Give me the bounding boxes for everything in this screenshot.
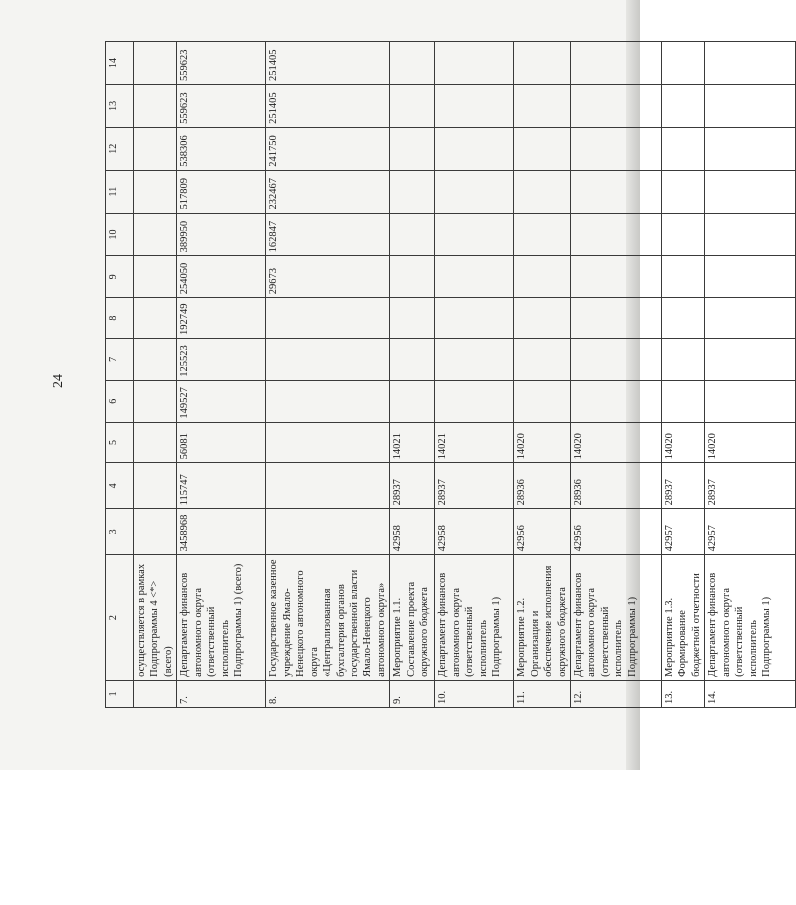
table-cell: 42956 [571, 509, 662, 555]
table-cell [134, 170, 177, 213]
table-cell [435, 84, 514, 127]
row-index: 13. [662, 680, 705, 707]
row-index: 9. [390, 680, 435, 707]
table-cell: 14021 [435, 422, 514, 463]
table-cell: 14021 [390, 422, 435, 463]
table-cell: 29673 [266, 256, 390, 298]
table-cell: 14020 [571, 422, 662, 463]
table-cell [705, 213, 796, 256]
table-row [514, 42, 571, 708]
column-number: 6 [106, 380, 134, 422]
table-row [390, 42, 435, 708]
table-cell [571, 213, 662, 256]
column-number: 9 [106, 256, 134, 298]
row-index: 12. [571, 680, 662, 707]
table-cell: 254050 [177, 256, 266, 298]
table-cell [390, 380, 435, 422]
table-cell [134, 338, 177, 380]
table-cell [705, 338, 796, 380]
column-number: 11 [106, 170, 134, 213]
table-cell [662, 127, 705, 170]
column-number: 5 [106, 422, 134, 463]
row-label: Мероприятие 1.2. Организация и обеспечение исполнения окружного бюджета [514, 555, 571, 680]
table-row [571, 42, 662, 708]
table-cell [571, 298, 662, 339]
column-number: 7 [106, 338, 134, 380]
table-cell [705, 127, 796, 170]
table-cell [514, 338, 571, 380]
table-cell: 115747 [177, 463, 266, 509]
table-cell [662, 84, 705, 127]
column-number: 8 [106, 298, 134, 339]
table-cell: 56081 [177, 422, 266, 463]
table-cell [662, 298, 705, 339]
table-cell [571, 84, 662, 127]
table-cell [571, 338, 662, 380]
table-cell [134, 42, 177, 85]
row-index: 11. [514, 680, 571, 707]
table-cell: 42958 [435, 509, 514, 555]
table-row [662, 42, 705, 708]
table-cell [266, 380, 390, 422]
row-label: Департамент финансов автономного округа (ответственный исполнитель Подпрограммы 1) [435, 555, 514, 680]
table-cell [514, 380, 571, 422]
table-cell [266, 463, 390, 509]
table-row [266, 42, 390, 708]
column-number: 4 [106, 463, 134, 509]
table-cell [134, 256, 177, 298]
table-cell [705, 256, 796, 298]
table-cell [435, 127, 514, 170]
table-cell [571, 256, 662, 298]
table-cell [266, 422, 390, 463]
column-number: 13 [106, 84, 134, 127]
table-cell: 14020 [662, 422, 705, 463]
table-row [177, 42, 266, 708]
table-cell [134, 298, 177, 339]
table-cell: 559623 [177, 84, 266, 127]
table-cell [514, 170, 571, 213]
table-cell [435, 380, 514, 422]
table-cell [571, 42, 662, 85]
table-cell: 3458968 [177, 509, 266, 555]
table-cell [134, 509, 177, 555]
row-index: 8. [266, 680, 390, 707]
table-cell: 162847 [266, 213, 390, 256]
table-cell [705, 42, 796, 85]
table-cell: 149527 [177, 380, 266, 422]
table-cell [435, 170, 514, 213]
table-cell: 42957 [662, 509, 705, 555]
table-cell: 28937 [390, 463, 435, 509]
budget-table [105, 41, 796, 708]
table-cell [390, 298, 435, 339]
table-cell: 251405 [266, 42, 390, 85]
table-cell: 42958 [390, 509, 435, 555]
table-cell [435, 42, 514, 85]
table-cell [662, 338, 705, 380]
table-cell: 28937 [662, 463, 705, 509]
table-cell [514, 127, 571, 170]
table-cell: 28937 [705, 463, 796, 509]
table-cell: 125523 [177, 338, 266, 380]
table-cell [390, 84, 435, 127]
row-index: 7. [177, 680, 266, 707]
table-cell: 42957 [705, 509, 796, 555]
table-cell [134, 463, 177, 509]
table-cell [266, 298, 390, 339]
table-cell [705, 298, 796, 339]
table-cell [705, 170, 796, 213]
row-label: Департамент финансов автономного округа (ответственный исполнитель Подпрограммы 1) (всего) [177, 555, 266, 680]
table-cell [390, 42, 435, 85]
row-index: 10. [435, 680, 514, 707]
table-cell [390, 170, 435, 213]
table-cell [266, 509, 390, 555]
table-cell: 14020 [514, 422, 571, 463]
table-cell: 517809 [177, 170, 266, 213]
table-header-row [106, 42, 134, 708]
table-cell [390, 338, 435, 380]
table-cell [435, 213, 514, 256]
table-cell: 389950 [177, 213, 266, 256]
table-cell: 241750 [266, 127, 390, 170]
budget-table-body [106, 42, 796, 708]
table-cell [390, 127, 435, 170]
row-label: Мероприятие 1.1. Составление проекта окружного бюджета [390, 555, 435, 680]
table-cell: 232467 [266, 170, 390, 213]
table-cell [435, 338, 514, 380]
row-label: Департамент финансов автономного округа (ответственный исполнитель Подпрограммы 1) [705, 555, 796, 680]
table-cell: 251405 [266, 84, 390, 127]
table-cell [134, 422, 177, 463]
table-cell [662, 213, 705, 256]
table-cell [514, 42, 571, 85]
table-cell [134, 84, 177, 127]
table-cell: 28937 [435, 463, 514, 509]
column-number: 10 [106, 213, 134, 256]
table-cell [571, 380, 662, 422]
table-cell [705, 380, 796, 422]
table-cell [662, 42, 705, 85]
table-cell [662, 256, 705, 298]
column-number: 1 [106, 680, 134, 707]
page-number: 24 [51, 374, 66, 388]
column-number: 3 [106, 509, 134, 555]
table-cell: 28936 [514, 463, 571, 509]
table-cell [134, 127, 177, 170]
column-number: 14 [106, 42, 134, 85]
table-cell: 192749 [177, 298, 266, 339]
table-cell [571, 127, 662, 170]
row-index: 14. [705, 680, 796, 707]
table-cell: 559623 [177, 42, 266, 85]
table-cell [662, 380, 705, 422]
column-number: 12 [106, 127, 134, 170]
table-cell [134, 380, 177, 422]
table-cell: 28936 [571, 463, 662, 509]
table-cell [435, 298, 514, 339]
table-cell [435, 256, 514, 298]
table-cell [390, 256, 435, 298]
table-cell [514, 256, 571, 298]
column-number: 2 [106, 555, 134, 680]
rotated-table-wrapper [105, 41, 796, 708]
table-cell [390, 213, 435, 256]
table-cell: 14020 [705, 422, 796, 463]
table-row [435, 42, 514, 708]
table-row [705, 42, 796, 708]
row-label: Государственное казенное учреждение Ямало-Ненецкого автономного округа «Централизованная бухгалтерия органов государственной власти Ямало-Ненецкого автономного округа» [266, 555, 390, 680]
table-cell [266, 338, 390, 380]
table-cell [514, 298, 571, 339]
table-cell [705, 84, 796, 127]
table-cell [134, 213, 177, 256]
table-cell: 538306 [177, 127, 266, 170]
table-cell [514, 213, 571, 256]
row-label: Мероприятие 1.3. Формирование бюджетной отчетности [662, 555, 705, 680]
table-cell [571, 170, 662, 213]
row-label: Департамент финансов автономного округа (ответственный исполнитель Подпрограммы 1) [571, 555, 662, 680]
table-cell: 42956 [514, 509, 571, 555]
table-cell [514, 84, 571, 127]
row-label: осуществляется в рамках Подпрограммы 4 <*> (всего) [134, 555, 177, 680]
table-cell [662, 170, 705, 213]
row-index [134, 680, 177, 707]
table-row [134, 42, 177, 708]
